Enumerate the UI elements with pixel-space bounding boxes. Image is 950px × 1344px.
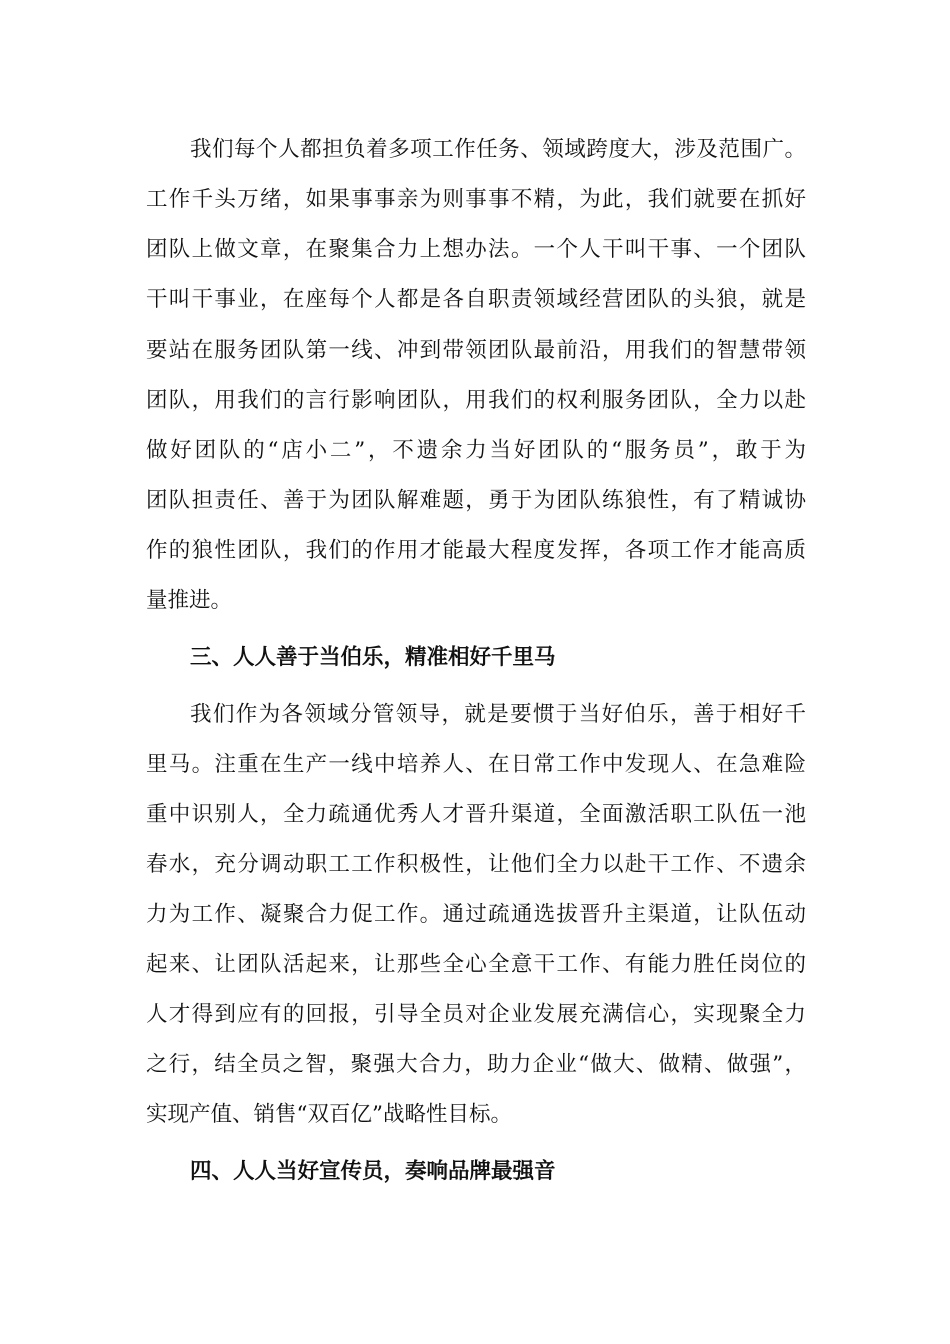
- paragraph-1-line-4: 干叫干事业，在座每个人都是各自职责领域经营团队的头狼，就是: [146, 287, 806, 312]
- paragraph-2-line-4: 春水，充分调动职工工作积极性，让他们全力以赴干工作、不遗余: [146, 852, 806, 877]
- paragraph-1-line-6: 团队，用我们的言行影响团队，用我们的权利服务团队，全力以赴: [146, 388, 806, 413]
- section-heading-3: 三、人人善于当伯乐，精准相好千里马: [190, 645, 556, 670]
- paragraph-2-line-1: 我们作为各领域分管领导，就是要惯于当好伯乐，善于相好千: [190, 702, 806, 727]
- paragraph-2-line-8: 之行，结全员之智，聚强大合力，助力企业“做大、做精、做强”，: [146, 1052, 806, 1077]
- paragraph-1-line-1: 我们每个人都担负着多项工作任务、领域跨度大，涉及范围广。: [190, 137, 806, 162]
- paragraph-2-line-2: 里马。注重在生产一线中培养人、在日常工作中发现人、在急难险: [146, 752, 806, 777]
- paragraph-1-line-9: 作的狼性团队，我们的作用才能最大程度发挥，各项工作才能高质: [146, 538, 806, 563]
- section-heading-4: 四、人人当好宣传员，奏响品牌最强音: [190, 1159, 556, 1184]
- paragraph-1-line-8: 团队担责任、善于为团队解难题，勇于为团队练狼性，有了精诚协: [146, 488, 806, 513]
- paragraph-1-line-7: 做好团队的“店小二”，不遗余力当好团队的“服务员”，敢于为: [146, 438, 806, 463]
- paragraph-1-line-3: 团队上做文章，在聚集合力上想办法。一个人干叫干事、一个团队: [146, 237, 806, 262]
- paragraph-2-line-7: 人才得到应有的回报，引导全员对企业发展充满信心，实现聚全力: [146, 1002, 806, 1027]
- paragraph-2-line-3: 重中识别人，全力疏通优秀人才晋升渠道，全面激活职工队伍一池: [146, 802, 806, 827]
- paragraph-1-line-10: 量推进。: [146, 588, 233, 613]
- paragraph-2-line-9: 实现产值、销售“双百亿”战略性目标。: [146, 1102, 512, 1127]
- paragraph-2-line-5: 力为工作、凝聚合力促工作。通过疏通选拔晋升主渠道，让队伍动: [146, 902, 806, 927]
- paragraph-1-line-2: 工作千头万绪，如果事事亲为则事事不精，为此，我们就要在抓好: [146, 187, 806, 212]
- paragraph-2-line-6: 起来、让团队活起来，让那些全心全意干工作、有能力胜任岗位的: [146, 952, 806, 977]
- paragraph-1-line-5: 要站在服务团队第一线、冲到带领团队最前沿，用我们的智慧带领: [146, 338, 806, 363]
